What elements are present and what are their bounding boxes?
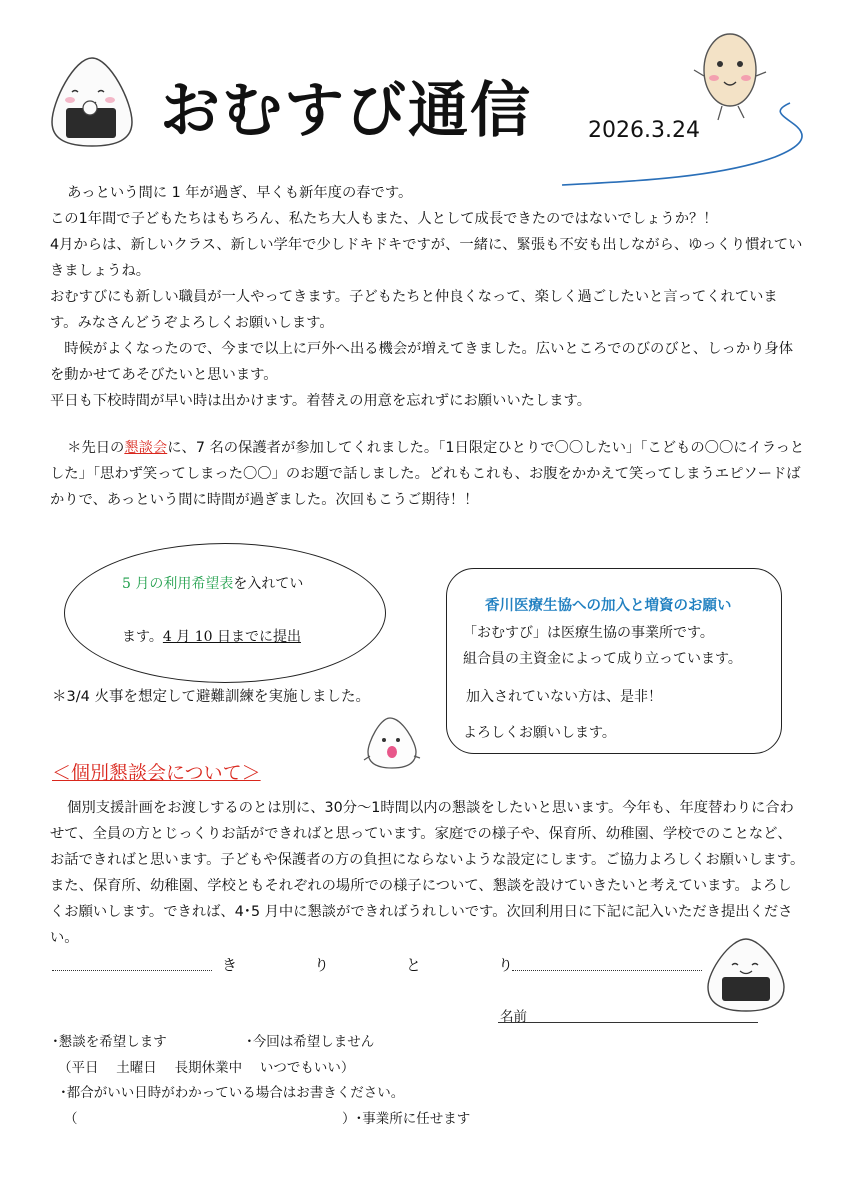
newsletter-title: おむすび通信 (160, 76, 532, 146)
individual-meeting-paragraph: 個別支援計画をお渡しするのとは別に、30分～1時間以内の懇談をしたいと思います。今年も、年度替わりに合わせて、全員の方とじっくりお話ができればと思っています。家庭での様子や、保育所、幼稚園、学校でのことなど、お話できればと思います。子どもや保護者の方の負担にならないような設定にします。ご協力よろしくお願いします。また、保育所、幼稚園、学校ともそれぞれの場所での様子について、懇談を設けていきたいと考えています。よろしくお願いします。できれば、4･5 月中に懇談ができればうれしいです。次回利用日に下記に記入いただき提出ください。 (50, 800, 805, 946)
name-field[interactable] (498, 1022, 758, 1023)
coop-notice-title: 香川医療生協への加入と増資のお願い (485, 598, 732, 614)
coop-notice-line: よろしくお願いします。 (463, 725, 616, 741)
intro-paragraph: おむすびにも新しい職員が一人やってきます。子どもたちと仲良くなって、楽しく過ごしたいと言ってくれています。みなさんどうぞよろしくお願いします。 (50, 289, 778, 331)
cut-line-char: り (314, 956, 330, 974)
meeting-report-text: に、7 名の保護者が参加してくれました。「1日限定ひとりで〇〇したい」「こどもの〇〇にイラっとした」「思わず笑ってしまった〇〇」のお題で話しました。どれもこれも、お腹をかかえて笑ってしまうエピソードばかりで、あっという間に時間が過ぎました。次回もこうご期待！！ (50, 440, 805, 508)
usage-form-deadline: 4 月 10 日までに提出 (162, 629, 301, 645)
small-onigiri-icon (362, 712, 422, 772)
intro-paragraph: 時候がよくなったので、今まで以上に戸外へ出る機会が増えてきました。広いところでのびのびと、しっかり身体を動かせてあそびたいと思います。 (50, 341, 794, 383)
fire-drill-note: ＊3/4 火事を想定して避難訓練を実施しました。 (52, 689, 370, 705)
individual-meeting-text (50, 795, 805, 951)
cut-line-char: り (498, 956, 514, 974)
usage-form-line-2 (122, 626, 301, 646)
intro-paragraph: 4月からは、新しいクラス、新しい学年で少しドキドキですが、一緒に、緊張も不安も出しながら、ゆっくり慣れていきましょうね。 (50, 237, 803, 279)
intro-section (50, 180, 805, 414)
onigiri-character-icon (44, 52, 140, 152)
meeting-report (50, 435, 805, 513)
individual-meeting-title: ＜個別懇談会について＞ (52, 762, 261, 784)
intro-paragraph: この1年間で子どもたちはもちろん、私たち大人もまた、人として成長できたのではないでしょうか？！ (50, 211, 718, 227)
day-options[interactable]: （平日 土曜日 長期休業中 いつでもいい） (58, 1060, 355, 1076)
cut-line-char: き (222, 956, 238, 974)
usage-form-text: を入れてい (233, 576, 304, 592)
intro-paragraph: 平日も下校時間が早い時は出かけます。着替えの用意を忘れずにお願いいたします。 (50, 393, 591, 409)
usage-form-text: ます。 (122, 629, 163, 645)
coop-notice-line: 「おむすび」は医療生協の事業所です。 (463, 625, 714, 641)
onigiri-character-icon (698, 935, 794, 1015)
usage-form-line-1 (122, 573, 303, 593)
preference-paren-open: （ (64, 1111, 78, 1127)
preference-input-area[interactable] (84, 1104, 342, 1126)
option-no-meeting[interactable]: ･今回は希望しません (246, 1034, 375, 1050)
cut-line-left (52, 970, 212, 971)
cut-line-char: と (406, 956, 422, 974)
meeting-report-prefix: ＊先日の (67, 440, 125, 456)
cut-line-right (512, 970, 702, 971)
preference-note: ･都合がいい日時がわかっている場合はお書きください。 (60, 1085, 405, 1101)
usage-form-ellipse (64, 543, 386, 683)
name-label: 名前 (500, 1009, 527, 1025)
meeting-highlight: 懇談会 (124, 440, 168, 456)
preference-paren-close[interactable]: ）･事業所に任せます (342, 1111, 471, 1127)
coop-notice-line: 加入されていない方は、是非！ (466, 689, 662, 705)
coop-notice-line: 組合員の主資金によって成り立っています。 (463, 651, 742, 667)
usage-form-highlight: 5 月の利用希望表 (122, 576, 234, 592)
intro-paragraph: あっという間に 1 年が過ぎ、早くも新年度の春です。 (67, 185, 413, 201)
issue-date: 2026.3.24 (588, 118, 700, 143)
option-wish-meeting[interactable]: ･懇談を希望します (52, 1034, 167, 1050)
